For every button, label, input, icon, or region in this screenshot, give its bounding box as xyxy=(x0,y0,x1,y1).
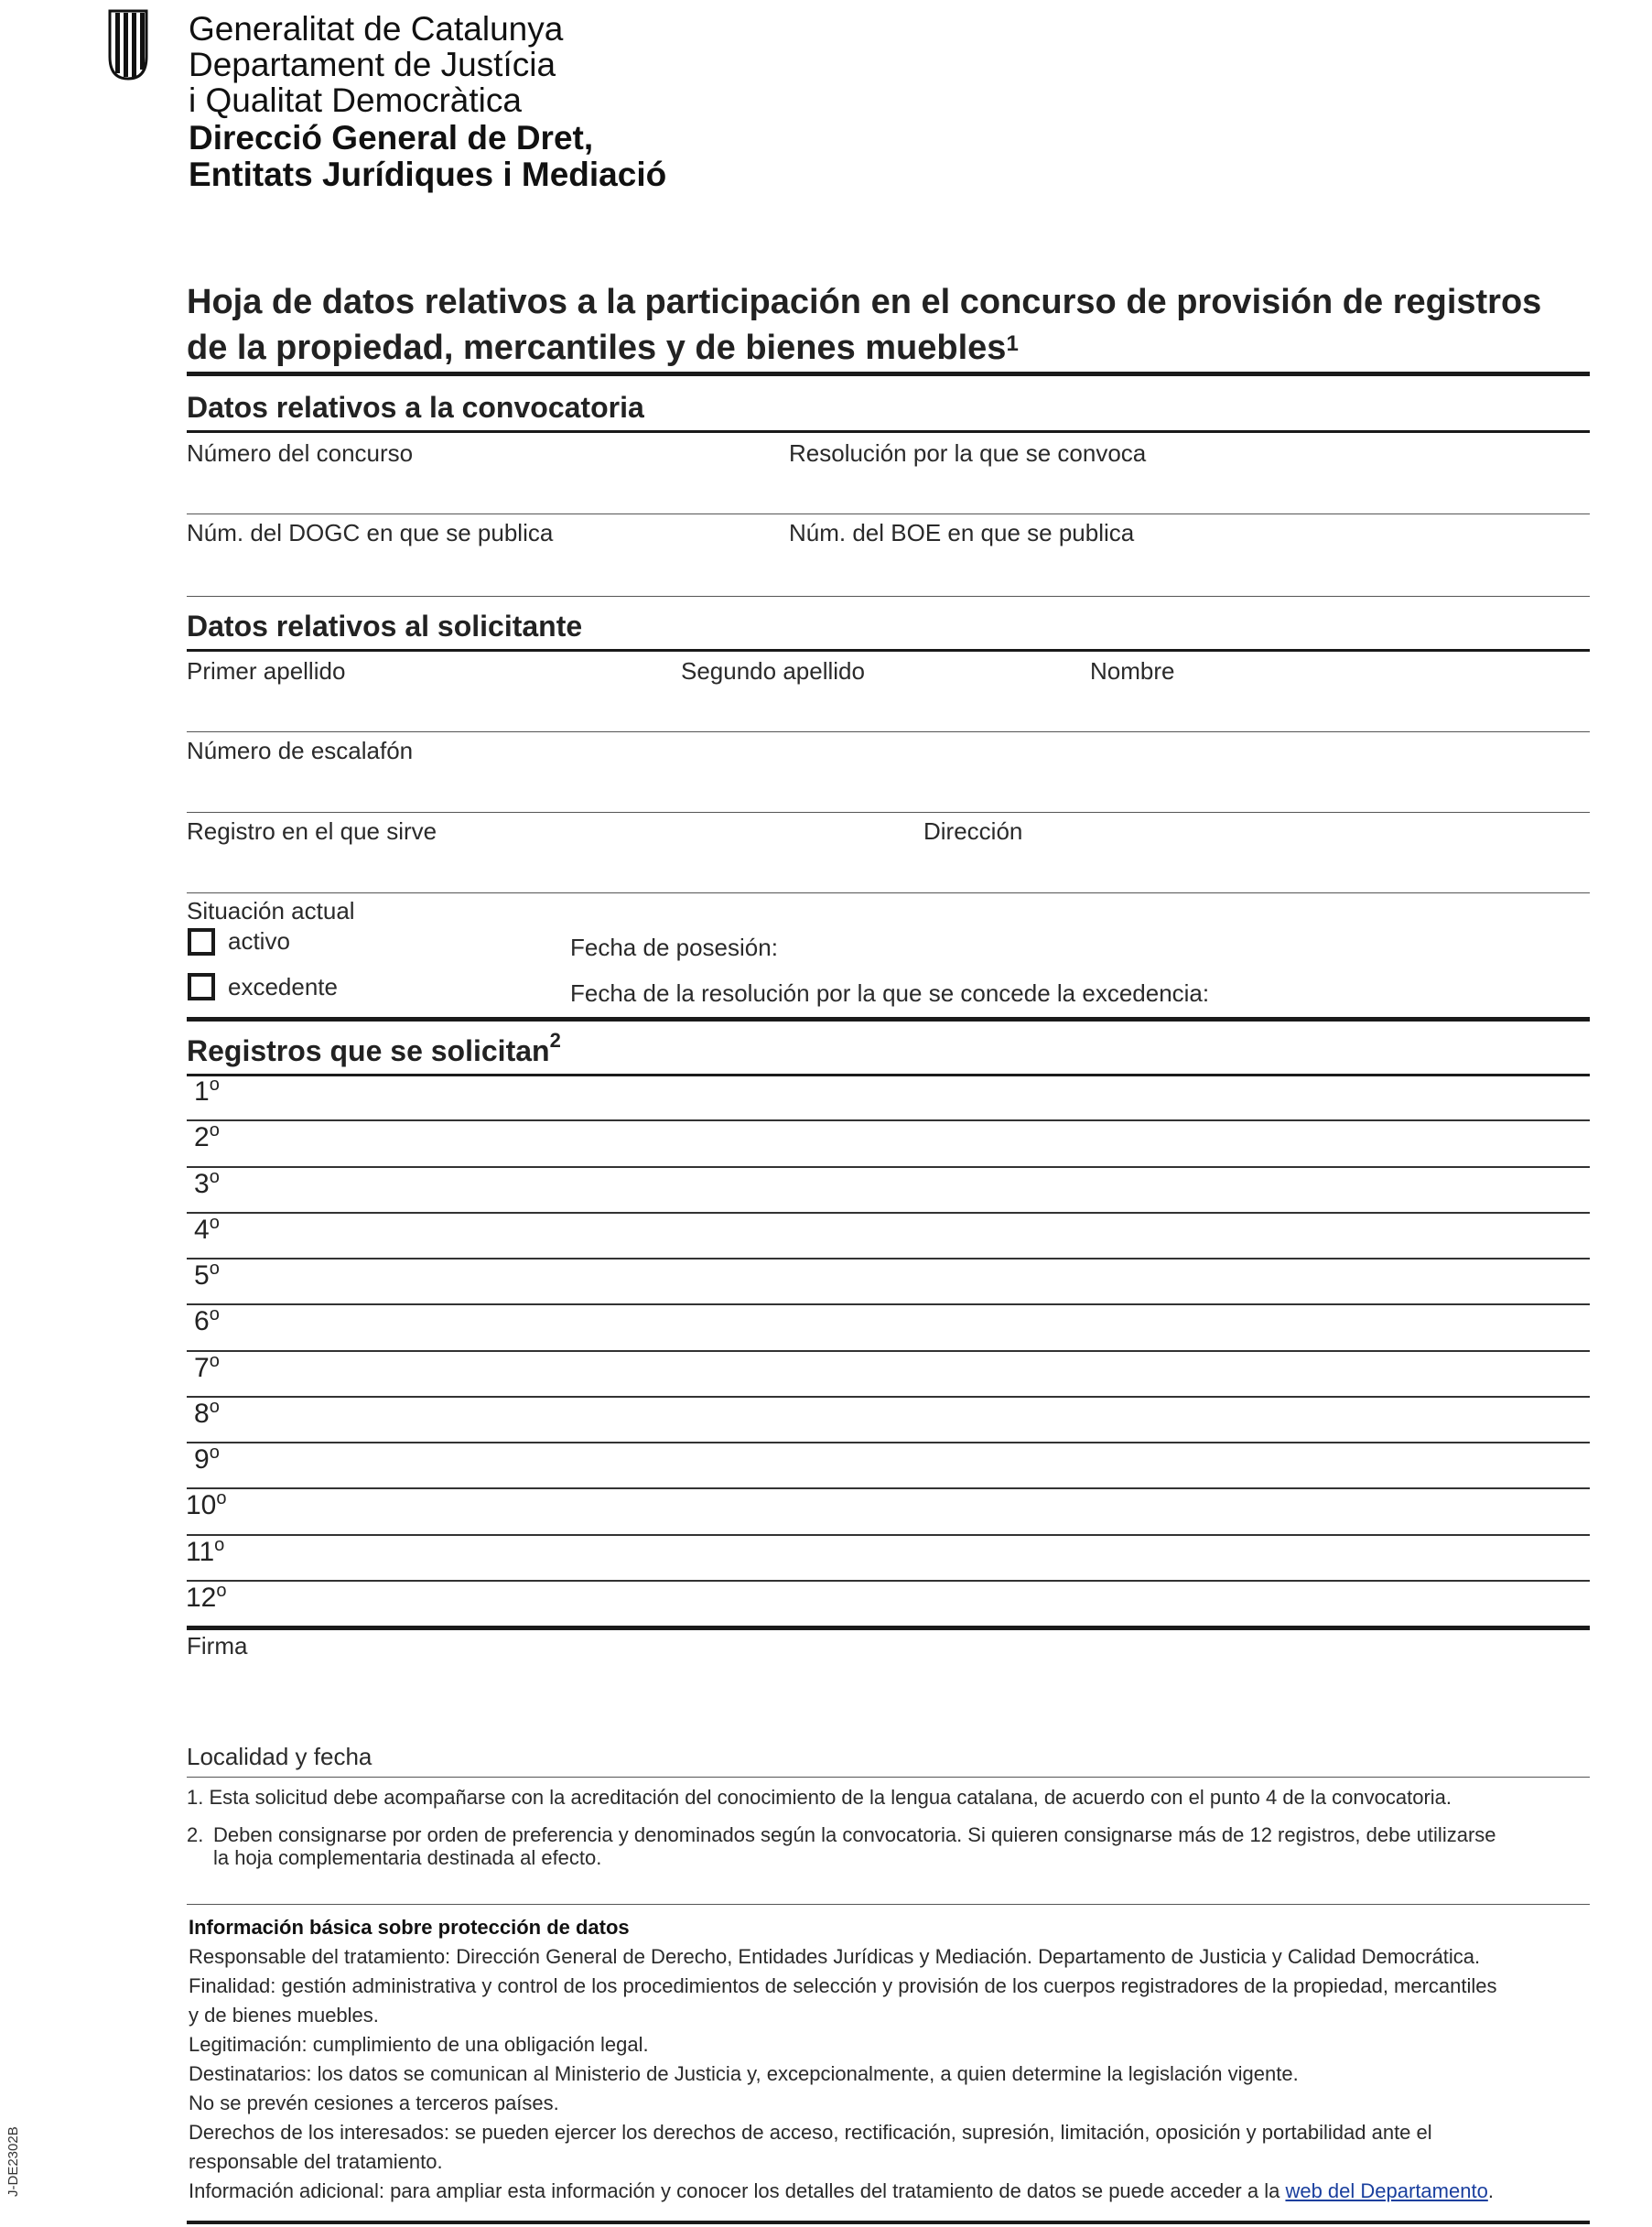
divider xyxy=(187,1017,1590,1022)
registro-row-field[interactable] xyxy=(247,1400,1583,1438)
info-line: Responsable del tratamiento: Dirección General de Derecho, Entidades Jurídicas y Mediación. Departamento de Justicia y Calidad Democrática. xyxy=(189,1945,1481,1968)
info-line: No se prevén cesiones a terceros países. xyxy=(189,2092,559,2114)
registro-row-ordinal: o xyxy=(214,1534,225,1555)
registro-row-ordinal: o xyxy=(209,1166,220,1187)
divider xyxy=(187,1258,1590,1259)
divider xyxy=(187,1350,1590,1352)
registro-row-ordinal: o xyxy=(209,1350,220,1371)
divider xyxy=(187,1580,1590,1582)
registro-row-ordinal: o xyxy=(209,1120,220,1141)
segundo-apellido-field[interactable]: Segundo apellido xyxy=(681,657,865,685)
registro-row-field[interactable] xyxy=(247,1216,1583,1254)
registro-row-num: 10 xyxy=(186,1490,217,1521)
fecha-resolucion-field[interactable]: Fecha de la resolución por la que se concede la excedencia: xyxy=(570,979,1210,1007)
registro-row-number xyxy=(194,1076,220,1108)
info-line-additional xyxy=(189,2177,1497,2206)
footnote-2-line1: Deben consignarse por orden de preferencia y denominados según la convocatoria. Si quieren consignarse más de 12 registros, debe utilizarse xyxy=(213,1823,1496,1846)
registro-row-field[interactable] xyxy=(247,1445,1583,1484)
org-name-line2: Departament de Justícia xyxy=(189,46,556,83)
registro-row-number xyxy=(186,1534,225,1568)
org-name-line1: Generalitat de Catalunya xyxy=(189,10,564,48)
divider xyxy=(187,1119,1590,1121)
situacion-label: Situación actual xyxy=(187,897,355,924)
divider xyxy=(187,1166,1590,1168)
section-registros-heading xyxy=(187,1029,561,1068)
divider xyxy=(187,892,1590,893)
localidad-fecha-field[interactable]: Localidad y fecha xyxy=(187,1743,373,1770)
data-protection-title: Información básica sobre protección de datos xyxy=(189,1916,630,1939)
activo-checkbox[interactable] xyxy=(188,928,215,956)
registro-row-number xyxy=(194,1122,220,1153)
divider xyxy=(187,1074,1590,1076)
divider xyxy=(187,1396,1590,1398)
registro-row-num: 7 xyxy=(194,1352,210,1383)
divider xyxy=(187,1303,1590,1305)
section-convocatoria-heading: Datos relativos a la convocatoria xyxy=(187,391,644,424)
divider xyxy=(187,2221,1590,2224)
registro-row-num: 5 xyxy=(194,1260,210,1291)
divider xyxy=(187,1212,1590,1214)
info-additional-text: Información adicional: para ampliar esta información y conocer los detalles del tratamiento de datos se puede acceder a la xyxy=(189,2179,1286,2202)
info-line: y de bienes muebles. xyxy=(189,2004,379,2027)
page-title-line2: de la propiedad, mercantiles y de bienes muebles xyxy=(187,329,1007,367)
registro-row-ordinal: o xyxy=(209,1212,220,1233)
registro-row-num: 6 xyxy=(194,1306,210,1337)
registro-row-number xyxy=(194,1212,220,1246)
footnote-2-number: 2. xyxy=(187,1823,204,1846)
divider xyxy=(187,649,1590,652)
registros-heading-text: Registros que se solicitan xyxy=(187,1034,550,1067)
registro-row-num: 12 xyxy=(186,1582,217,1613)
directorate-line2: Entitats Jurídiques i Mediació xyxy=(189,156,667,193)
title-footnote-ref: 1 xyxy=(1006,331,1019,356)
registro-row-number xyxy=(194,1396,220,1430)
registro-row-num: 8 xyxy=(194,1398,210,1429)
activo-label: activo xyxy=(228,927,290,955)
divider xyxy=(187,596,1590,597)
info-line: Finalidad: gestión administrativa y control de los procedimientos de selección y provisión de los cuerpos registradores de la propiedad, mercantiles xyxy=(189,1974,1497,1997)
registro-row-field[interactable] xyxy=(247,1538,1583,1576)
document-code: J-DE2302B xyxy=(5,2126,21,2197)
num-boe-field[interactable]: Núm. del BOE en que se publica xyxy=(789,519,1135,546)
num-dogc-field[interactable]: Núm. del DOGC en que se publica xyxy=(187,519,554,546)
numero-concurso-field[interactable]: Número del concurso xyxy=(187,439,414,467)
registro-row-field[interactable] xyxy=(247,1077,1583,1116)
page-title-line1: Hoja de datos relativos a la participación en el concurso de provisión de registros xyxy=(187,283,1542,321)
directorate-line1: Direcció General de Dret, xyxy=(189,119,594,157)
registro-row-field[interactable] xyxy=(247,1584,1583,1622)
info-line: Destinatarios: los datos se comunican al Ministerio de Justicia y, excepcionalmente, a quien determine la legislación vigente. xyxy=(189,2062,1299,2085)
page-title xyxy=(187,279,1596,371)
registro-row-number xyxy=(194,1260,220,1292)
registro-row-field[interactable] xyxy=(247,1123,1583,1162)
divider xyxy=(187,731,1590,732)
org-name-line3: i Qualitat Democràtica xyxy=(189,81,522,119)
registro-row-ordinal: o xyxy=(216,1488,227,1509)
section-solicitante-heading: Datos relativos al solicitante xyxy=(187,610,583,643)
registros-footnote-ref: 2 xyxy=(549,1029,561,1052)
registro-row-num: 3 xyxy=(194,1168,210,1199)
registro-row-ordinal: o xyxy=(209,1396,220,1417)
info-line: responsable del tratamiento. xyxy=(189,2150,443,2173)
registro-row-num: 11 xyxy=(186,1536,215,1567)
resolucion-field[interactable]: Resolución por la que se convoca xyxy=(789,439,1147,467)
primer-apellido-field[interactable]: Primer apellido xyxy=(187,657,346,685)
divider xyxy=(187,1626,1590,1630)
department-web-link[interactable]: web del Departamento xyxy=(1285,2179,1488,2202)
registro-row-ordinal: o xyxy=(209,1304,220,1325)
info-additional-end: . xyxy=(1487,2179,1494,2202)
escalafon-field[interactable]: Número de escalafón xyxy=(187,737,414,764)
registro-row-num: 2 xyxy=(194,1122,210,1153)
registro-row-num: 9 xyxy=(194,1444,210,1475)
divider xyxy=(187,1904,1590,1905)
generalitat-logo xyxy=(108,9,148,81)
excedente-label: excedente xyxy=(228,973,338,1000)
registro-row-num: 4 xyxy=(194,1214,210,1245)
nombre-field[interactable]: Nombre xyxy=(1090,657,1175,685)
registro-row-number xyxy=(194,1306,220,1337)
firma-field[interactable]: Firma xyxy=(187,1632,248,1659)
registro-row-field[interactable] xyxy=(247,1261,1583,1300)
fecha-posesion-field[interactable]: Fecha de posesión: xyxy=(570,934,778,961)
registro-field[interactable]: Registro en el que sirve xyxy=(187,817,437,845)
direccion-field[interactable]: Dirección xyxy=(923,817,1023,845)
divider xyxy=(187,1442,1590,1443)
divider xyxy=(187,430,1590,433)
registro-row-number xyxy=(186,1580,227,1614)
generalitat-senyera-icon xyxy=(108,9,148,81)
registro-row-num: 1 xyxy=(194,1076,210,1107)
registro-row-ordinal: o xyxy=(209,1443,220,1463)
divider xyxy=(187,812,1590,813)
divider xyxy=(187,372,1590,376)
registro-row-ordinal: o xyxy=(209,1075,220,1095)
registro-row-number xyxy=(194,1350,220,1384)
registro-row-field[interactable] xyxy=(247,1307,1583,1346)
data-protection-body xyxy=(189,1942,1497,2206)
info-line: Legitimación: cumplimiento de una obligación legal. xyxy=(189,2033,649,2056)
registro-row-number xyxy=(194,1444,220,1476)
footnote-1: 1. Esta solicitud debe acompañarse con la acreditación del conocimiento de la lengua catalana, de acuerdo con el punto 4 de la convocatoria. xyxy=(187,1786,1452,1809)
excedente-checkbox[interactable] xyxy=(188,973,215,1000)
registro-row-ordinal: o xyxy=(209,1259,220,1279)
info-line: Derechos de los interesados: se pueden ejercer los derechos de acceso, rectificación, supresión, limitación, oposición y portabilidad ante el xyxy=(189,2121,1432,2144)
registro-row-ordinal: o xyxy=(216,1580,227,1601)
footnote-2-line2: la hoja complementaria destinada al efecto. xyxy=(213,1846,602,1869)
divider xyxy=(187,1777,1590,1778)
registro-row-field[interactable] xyxy=(247,1491,1583,1530)
divider xyxy=(187,1487,1590,1489)
divider xyxy=(187,1534,1590,1536)
registro-row-number xyxy=(186,1490,227,1521)
registro-row-field[interactable] xyxy=(247,1354,1583,1392)
registro-row-number xyxy=(194,1166,220,1200)
registro-row-field[interactable] xyxy=(247,1170,1583,1208)
